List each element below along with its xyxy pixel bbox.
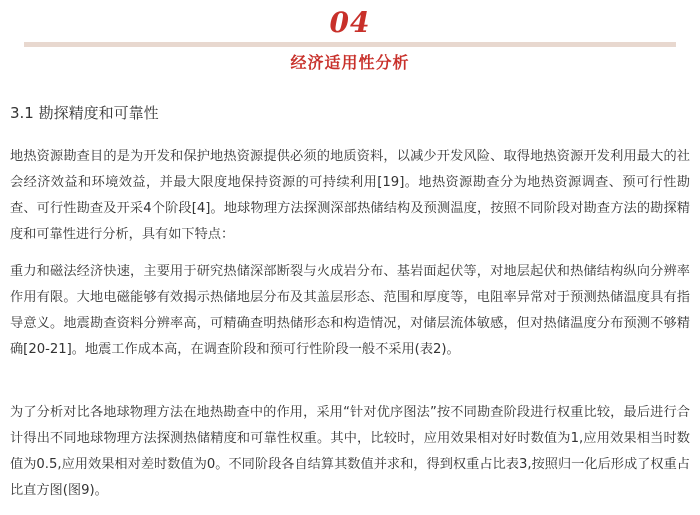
section-header	[0, 0, 700, 80]
body-paragraph-3: 为了分析对比各地球物理方法在地热勘查中的作用，采用“针对优序图法”按不同勘查阶段进行权重比较，最后进行合计得出不同地球物理方法探测热储精度和可靠性权重。其中，比较时，应用效果相对好时数值为1,应用效果相当时数值为0.5,应用效果相对差时数值为0。不同阶段各自结算其数值并求和，得到权重占比表3,按照归一化后形成了权重占比直方图(图9)。	[10, 405, 690, 498]
body-paragraph-2: 重力和磁法经济快速，主要用于研究热储深部断裂与火成岩分布、基岩面起伏等，对地层起伏和热储结构纵向分辨率作用有限。大地电磁能够有效揭示热储地层分布及其盖层形态、范围和厚度等，电阻率异常对于预测热储温度具有指导意义。地震勘查资料分辨率高，可精确查明热储形态和构造情况，对储层流体敏感，但对热储温度分布预测不够精确[20-21]。地震工作成本高，在调查阶段和预可行性阶段一般不采用(表2)。	[10, 264, 690, 357]
body-paragraph-1: 地热资源勘查目的是为开发和保护地热资源提供必须的地质资料，以减少开发风险、取得地热资源开发利用最大的社会经济效益和环境效益，并最大限度地保持资源的可持续利用[19]。地热资源勘查分为地热资源调查、预可行性勘查、可行性勘查及开采4个阶段[4]。地球物理方法探测深部热储结构及预测温度，按照不同阶段对勘查方法的勘探精度和可靠性进行分析，具有如下特点：	[10, 149, 690, 242]
section-number: 04	[329, 6, 371, 39]
subsection-heading: 3.1 勘探精度和可靠性	[10, 104, 159, 122]
section-title: 经济适用性分析	[290, 53, 410, 72]
header-divider	[24, 42, 676, 47]
